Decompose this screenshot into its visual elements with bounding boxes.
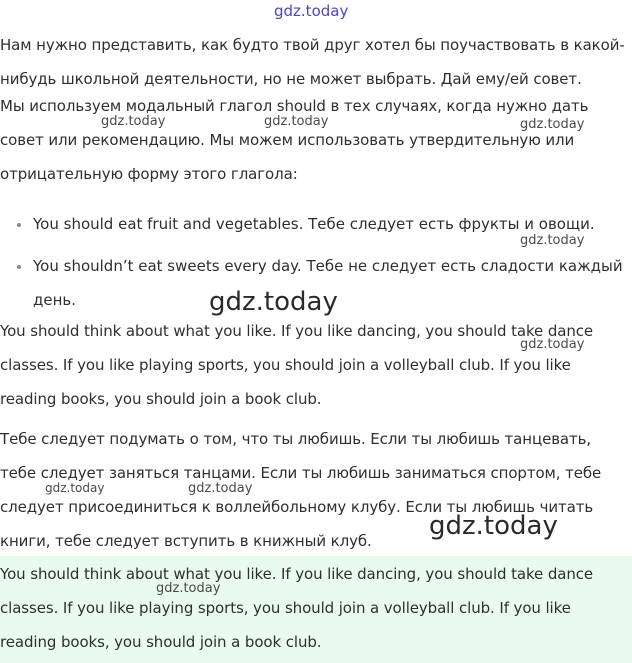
intro-paragraph: Нам нужно представить, как будто твой друг хотел бы поучаствовать в какой-нибудь школьной деятельности, но не может выбрать. Дай ему/ей совет. xyxy=(0,36,625,88)
watermark: gdz.today xyxy=(188,481,253,496)
watermark: gdz.today xyxy=(520,233,585,248)
watermark-header: gdz.today xyxy=(274,2,349,20)
grammar-paragraph: Мы используем модальный глагол should в тех случаях, когда нужно дать совет или рекомендацию. Мы можем использовать утвердительную или отрицательную форму этого глагола: xyxy=(0,97,589,183)
watermark: gdz.today xyxy=(101,114,166,129)
watermark: gdz.today xyxy=(156,581,221,596)
bullet-icon xyxy=(17,223,21,227)
answer-english-paragraph: You should think about what you like. If you like dancing, you should take dance classes. If you like playing sports, you should join a volleyball club. If you like reading books, you should join a book club. xyxy=(0,322,594,408)
watermark: gdz.today xyxy=(520,337,585,352)
answer-russian-paragraph: Тебе следует подумать о том, что ты любишь. Если ты любишь танцевать, тебе следует заняться танцами. Если ты любишь заниматься спортом, тебе следует присоединиться к воллейбольному клубу. Если ты любишь читать книги, тебе следует вступить в книжный клуб. xyxy=(0,430,602,550)
bullet-icon xyxy=(17,265,21,269)
highlighted-answer-paragraph: You should think about what you like. If you like dancing, you should take dance classes. If you like playing sports, you should join a volleyball club. If you like reading books, you should join a book club. xyxy=(0,565,594,651)
watermark: gdz.today xyxy=(45,481,105,495)
watermark: gdz.today xyxy=(520,117,585,132)
watermark-large: gdz.today xyxy=(429,511,558,541)
example-text: You shouldn’t eat sweets every day. Тебе не следует есть сладости каждый день. xyxy=(33,257,623,309)
watermark-large: gdz.today xyxy=(209,287,338,317)
watermark: gdz.today xyxy=(264,114,329,129)
example-text: You should eat fruit and vegetables. Тебе следует есть фрукты и овощи. xyxy=(33,215,595,233)
